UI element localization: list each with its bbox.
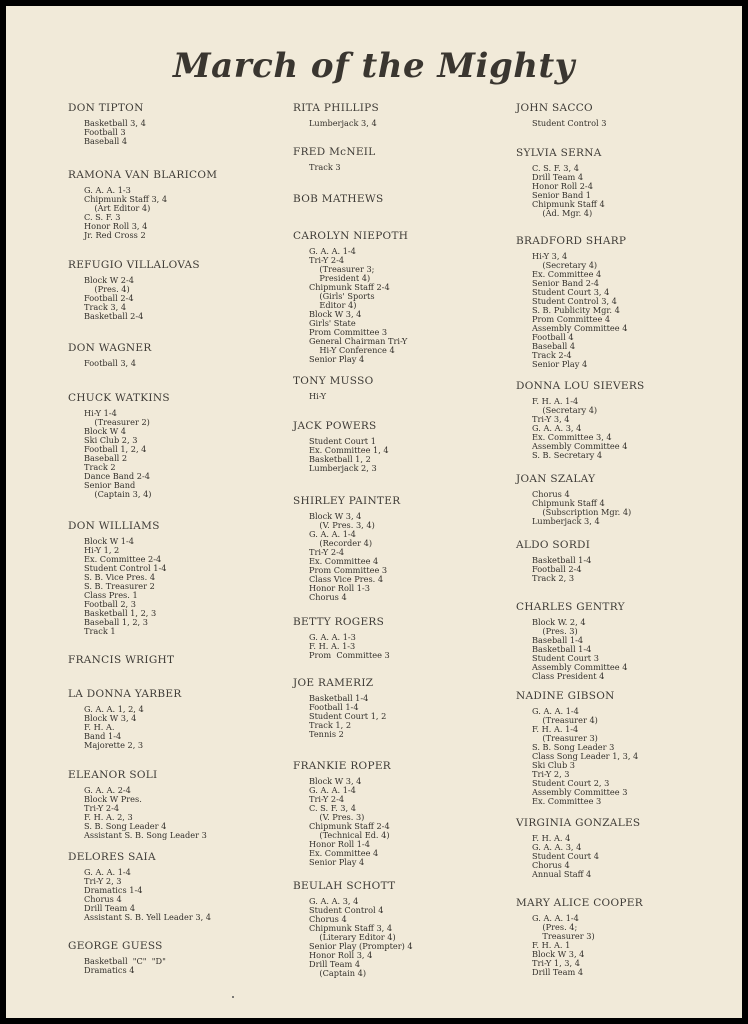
activity-line: Basketball 2-4 [84,311,144,321]
student-entry [68,940,298,975]
student-entry [516,473,742,526]
student-name: CAROLYN NIEPOTH [293,230,409,242]
activity-line: Football 1, 2, 4 [84,444,147,454]
activity-line: G. A. A. 3, 4 [309,896,359,906]
activity-line: Chipmunk Staff 3, 4 [309,923,393,933]
activity-line: (Recorder 4) [309,538,373,548]
student-entry [293,375,523,401]
activity-line: Tri-Y 2, 3 [532,769,570,779]
student-name: LA DONNA YARBER [68,688,182,700]
student-name: ALDO SORDI [516,539,591,551]
student-name: DON WAGNER [68,342,152,354]
activity-line: Hi-Y Conference 4 [309,345,395,355]
activity-line: (Captain 3, 4) [84,489,152,499]
activity-line: Hi-Y 1, 2 [84,545,120,555]
activity-line: G. A. A. 1-4 [84,867,131,877]
activity-line: Chipmunk Staff 4 [532,498,605,508]
activity-line: Football 3, 4 [84,358,136,368]
activity-line: S. B. Song Leader 4 [84,821,167,831]
student-name: ELEANOR SOLI [68,769,158,781]
student-entry [293,880,523,978]
activity-line: G. A. A. 1-3 [309,632,356,642]
activity-line: Tri-Y 2-4 [309,794,345,804]
activity-line: Student Court 4 [532,851,599,861]
student-entry [293,102,523,128]
student-name: MARY ALICE COOPER [516,897,643,909]
activity-line: Basketball 1, 2, 3 [84,608,157,618]
activity-line: Football 2-4 [84,293,134,303]
student-name: VIRGINIA GONZALES [516,817,641,829]
activity-line: Tri-Y 2, 3 [84,876,122,886]
activity-line: Assembly Committee 3 [532,787,628,797]
activity-line: G. A. A. 2-4 [84,785,131,795]
student-entry [68,688,298,750]
student-entry [516,897,742,977]
ink-speck [232,996,234,998]
activity-line: Baseball 1, 2, 3 [84,617,148,627]
activity-line: (Ad. Mgr. 4) [532,208,593,218]
activity-line: (Captain 4) [309,968,367,978]
activity-line: Lumberjack 2, 3 [309,463,377,473]
activity-line: Senior Play 4 [532,359,588,369]
activity-line: Student Control 3, 4 [532,296,617,306]
activity-line: Football 1-4 [309,702,359,712]
activity-line: (Subscription Mgr. 4) [532,507,632,517]
activity-line: Hi-Y [309,391,327,401]
activity-line: Jr. Red Cross 2 [84,230,146,240]
activity-line: C. S. F. 3, 4 [532,163,579,173]
student-entry [293,193,523,210]
activity-line: Block W 3, 4 [309,776,362,786]
activity-line: Dramatics 4 [84,965,135,975]
activity-line: Student Control 4 [309,905,384,915]
activity-line: Girls' State [309,318,356,328]
student-name: DON TIPTON [68,102,144,114]
activity-line: Baseball 1-4 [532,635,584,645]
activity-line: Track 1 [84,626,116,636]
activity-line: (V. Pres. 3) [309,812,365,822]
activity-line: Track 3 [309,162,341,172]
activity-line: Block W 3, 4 [309,511,362,521]
activity-line: Assembly Committee 4 [532,441,628,451]
student-name: JACK POWERS [293,420,377,432]
student-entry [68,102,298,146]
activity-line: Class Vice Pres. 4 [309,574,384,584]
student-name: RAMONA VAN BLARICOM [68,169,218,181]
student-entry [68,259,298,321]
activity-line: Honor Roll 3, 4 [84,221,148,231]
activity-line: Majorette 2, 3 [84,740,144,750]
activity-line: Track 2, 3 [532,573,575,583]
activity-line: Assistant S. B. Yell Leader 3, 4 [84,912,211,922]
activity-line: G. A. A. 1-4 [532,913,579,923]
page-title: March of the Mighty [173,46,575,86]
activity-line: Assistant S. B. Song Leader 3 [84,830,207,840]
activity-line: F. H. A. 1 [532,940,571,950]
student-name: TONY MUSSO [293,375,374,387]
activity-line: Student Control 3 [532,118,607,128]
activity-line: G. A. A. 1-4 [309,785,356,795]
activity-line: (Literary Editor 4) [309,932,396,942]
student-entry [68,654,298,671]
student-entry [68,520,298,636]
student-entry [516,690,742,806]
activity-line: Block W 3, 4 [309,309,362,319]
activity-line: Block W 2-4 [84,275,134,285]
activity-line: (Treasurer 3) [532,733,598,743]
activity-line: Assembly Committee 4 [532,323,628,333]
student-name: REFUGIO VILLALOVAS [68,259,200,271]
activity-line: Block W. 2, 4 [532,617,586,627]
activity-line: (Treasurer 4) [532,715,598,725]
activity-line: Chipmunk Staff 2-4 [309,282,390,292]
student-entry [293,616,523,660]
activity-line: S. B. Song Leader 3 [532,742,615,752]
student-name: DONNA LOU SIEVERS [516,380,645,392]
activity-line: Student Court 1, 2 [309,711,387,721]
activity-line: Block W 3, 4 [84,713,137,723]
activity-line: Drill Team 4 [84,903,136,913]
activity-line: Chipmunk Staff 3, 4 [84,194,168,204]
activity-line: C. S. F. 3 [84,212,121,222]
student-entry [68,769,298,840]
student-entry [516,539,742,583]
activity-line: (Girls' Sports [309,291,375,301]
activity-line: (Treasurer 2) [84,417,150,427]
student-entry [516,601,742,681]
activity-line: Assembly Committee 4 [532,662,628,672]
activity-line: G. A. A. 3, 4 [532,842,582,852]
activity-line: Ex. Committee 2-4 [84,554,162,564]
activity-line: G. A. A. 3, 4 [532,423,582,433]
activity-line: (Secretary 4) [532,405,598,415]
activity-line: Annual Staff 4 [532,869,592,879]
activity-line: Football 3 [84,127,126,137]
activity-line: Football 2, 3 [84,599,136,609]
activity-line: Tennis 2 [309,729,344,739]
student-name: BEULAH SCHOTT [293,880,396,892]
activity-line: Prom Committee 3 [309,327,388,337]
activity-line: Prom Committee 3 [309,650,390,660]
activity-line: Tri-Y 2-4 [309,547,345,557]
student-entry [293,760,523,867]
student-entry [293,146,523,172]
student-name: SYLVIA SERNA [516,147,602,159]
activity-line: S. B. Publicity Mgr. 4 [532,305,620,315]
activity-line: Ex. Committee 4 [532,269,602,279]
activity-line: Chorus 4 [309,592,347,602]
activity-line: F. H. A. 1-4 [532,724,579,734]
activity-line: Ex. Committee 3 [532,796,602,806]
activity-line: F. H. A. 1-4 [532,396,579,406]
student-name: GEORGE GUESS [68,940,163,952]
activity-line: Drill Team 4 [532,967,584,977]
activity-line: Student Court 3, 4 [532,287,610,297]
activity-line: Basketball 1-4 [532,644,592,654]
activity-line: (Secretary 4) [532,260,598,270]
activity-line: S. B. Secretary 4 [532,450,603,460]
activity-line: Chorus 4 [532,489,570,499]
activity-line: Ex. Committee 4 [309,848,379,858]
activity-line: Block W 4 [84,426,126,436]
student-entry [293,420,523,473]
activity-line: Editor 4) [309,300,357,310]
student-name: CHARLES GENTRY [516,601,625,613]
activity-line: G. A. A. 1-3 [84,185,131,195]
student-entry [516,147,742,218]
activity-line: Block W 3, 4 [532,949,585,959]
activity-line: Student Court 3 [532,653,599,663]
activity-line: F. H. A. [84,722,115,732]
activity-line: Chorus 4 [309,914,347,924]
activity-line: Ex. Committee 1, 4 [309,445,389,455]
yearbook-page [6,6,742,1018]
activity-line: Dramatics 1-4 [84,885,143,895]
student-name: JOE RAMERIZ [293,677,374,689]
activity-line: Tri-Y 1, 3, 4 [532,958,580,968]
activity-line: Drill Team 4 [532,172,584,182]
activity-line: Hi-Y 1-4 [84,408,117,418]
student-entry [68,169,298,240]
student-entry [516,817,742,879]
student-name: JOAN SZALAY [516,473,596,485]
activity-line: Basketball 1-4 [309,693,369,703]
activity-line: Dance Band 2-4 [84,471,150,481]
activity-line: Tri-Y 2-4 [309,255,345,265]
activity-line: Tri-Y 3, 4 [532,414,570,424]
activity-line: F. H. A. 2, 3 [84,812,133,822]
activity-line: Basketball 1-4 [532,555,592,565]
activity-line: Ski Club 3 [532,760,576,770]
activity-line: Basketball 3, 4 [84,118,146,128]
activity-line: G. A. A. 1-4 [309,246,356,256]
student-name: CHUCK WATKINS [68,392,170,404]
activity-line: Student Court 2, 3 [532,778,610,788]
activity-line: Class Song Leader 1, 3, 4 [532,751,639,761]
activity-line: Prom Committee 3 [309,565,388,575]
activity-line: President 4) [309,273,371,283]
activity-line: Senior Play 4 [309,354,365,364]
activity-line: (Pres. 3) [532,626,578,636]
student-name: BOB MATHEWS [293,193,384,205]
activity-line: Lumberjack 3, 4 [309,118,377,128]
student-name: DELORES SAIA [68,851,156,863]
activity-line: Basketball 1, 2 [309,454,371,464]
activity-line: Honor Roll 1-4 [309,839,370,849]
activity-line: C. S. F. 3, 4 [309,803,356,813]
activity-line: (Pres. 4) [84,284,130,294]
activity-line: General Chairman Tri-Y [309,336,408,346]
activity-line: Baseball 4 [84,136,128,146]
activity-line: Student Control 1-4 [84,563,167,573]
activity-line: Chorus 4 [532,860,570,870]
activity-line: S. B. Treasurer 2 [84,581,155,591]
activity-line: Chipmunk Staff 2-4 [309,821,390,831]
student-name: FRANKIE ROPER [293,760,392,772]
student-entry [516,102,742,128]
activity-line: (Art Editor 4) [84,203,151,213]
student-entry [516,235,742,369]
activity-line: (Pres. 4; [532,922,578,932]
activity-line: (Treasurer 3; [309,264,375,274]
activity-line: Track 3, 4 [84,302,127,312]
activity-line: Football 4 [532,332,574,342]
activity-line: Honor Roll 2-4 [532,181,593,191]
student-name: NADINE GIBSON [516,690,615,702]
activity-line: G. A. A. 1, 2, 4 [84,704,144,714]
activity-line: Baseball 4 [532,341,576,351]
student-entry [68,342,298,368]
activity-line: Senior Band [84,480,136,490]
student-entry [293,677,523,739]
student-entry [293,230,523,364]
activity-line: Senior Band 2-4 [532,278,599,288]
activity-line: Tri-Y 2-4 [84,803,120,813]
activity-line: Ski Club 2, 3 [84,435,138,445]
student-name: BRADFORD SHARP [516,235,627,247]
activity-line: Honor Roll 1-3 [309,583,370,593]
activity-line: Track 1, 2 [309,720,352,730]
student-entry [293,495,523,602]
activity-line: Senior Play (Prompter) 4 [309,941,413,951]
activity-line: Class President 4 [532,671,605,681]
student-name: DON WILLIAMS [68,520,160,532]
student-entry [516,380,742,460]
activity-line: G. A. A. 1-4 [309,529,356,539]
activity-line: Ex. Committee 3, 4 [532,432,612,442]
student-name: SHIRLEY PAINTER [293,495,401,507]
activity-line: Drill Team 4 [309,959,361,969]
student-entry [68,392,298,499]
activity-line: Football 2-4 [532,564,582,574]
activity-line: Treasurer 3) [532,931,595,941]
student-entry [68,851,298,922]
activity-line: Chipmunk Staff 4 [532,199,605,209]
activity-line: Hi-Y 3, 4 [532,251,568,261]
activity-line: Baseball 2 [84,453,128,463]
activity-line: Block W Pres. [84,794,142,804]
activity-line: Track 2 [84,462,116,472]
activity-line: Honor Roll 3, 4 [309,950,373,960]
activity-line: Senior Play 4 [309,857,365,867]
student-name: RITA PHILLIPS [293,102,380,114]
student-name: FRANCIS WRIGHT [68,654,175,666]
activity-line: Ex. Committee 4 [309,556,379,566]
activity-line: Track 2-4 [532,350,572,360]
activity-line: Band 1-4 [84,731,122,741]
student-name: JOHN SACCO [516,102,593,114]
activity-line: Student Court 1 [309,436,376,446]
activity-line: F. H. A. 1-3 [309,641,356,651]
activity-line: (Technical Ed. 4) [309,830,390,840]
activity-line: S. B. Vice Pres. 4 [84,572,156,582]
activity-line: Chorus 4 [84,894,122,904]
student-name: FRED McNEIL [293,146,376,158]
activity-line: Prom Committee 4 [532,314,611,324]
activity-line: Basketball "C" "D" [84,956,166,966]
activity-line: Class Pres. 1 [84,590,138,600]
activity-line: Block W 1-4 [84,536,134,546]
student-name: BETTY ROGERS [293,616,385,628]
activity-line: Senior Band 1 [532,190,592,200]
activity-line: F. H. A. 4 [532,833,571,843]
activity-line: G. A. A. 1-4 [532,706,579,716]
activity-line: (V. Pres. 3, 4) [309,520,375,530]
activity-line: Lumberjack 3, 4 [532,516,600,526]
